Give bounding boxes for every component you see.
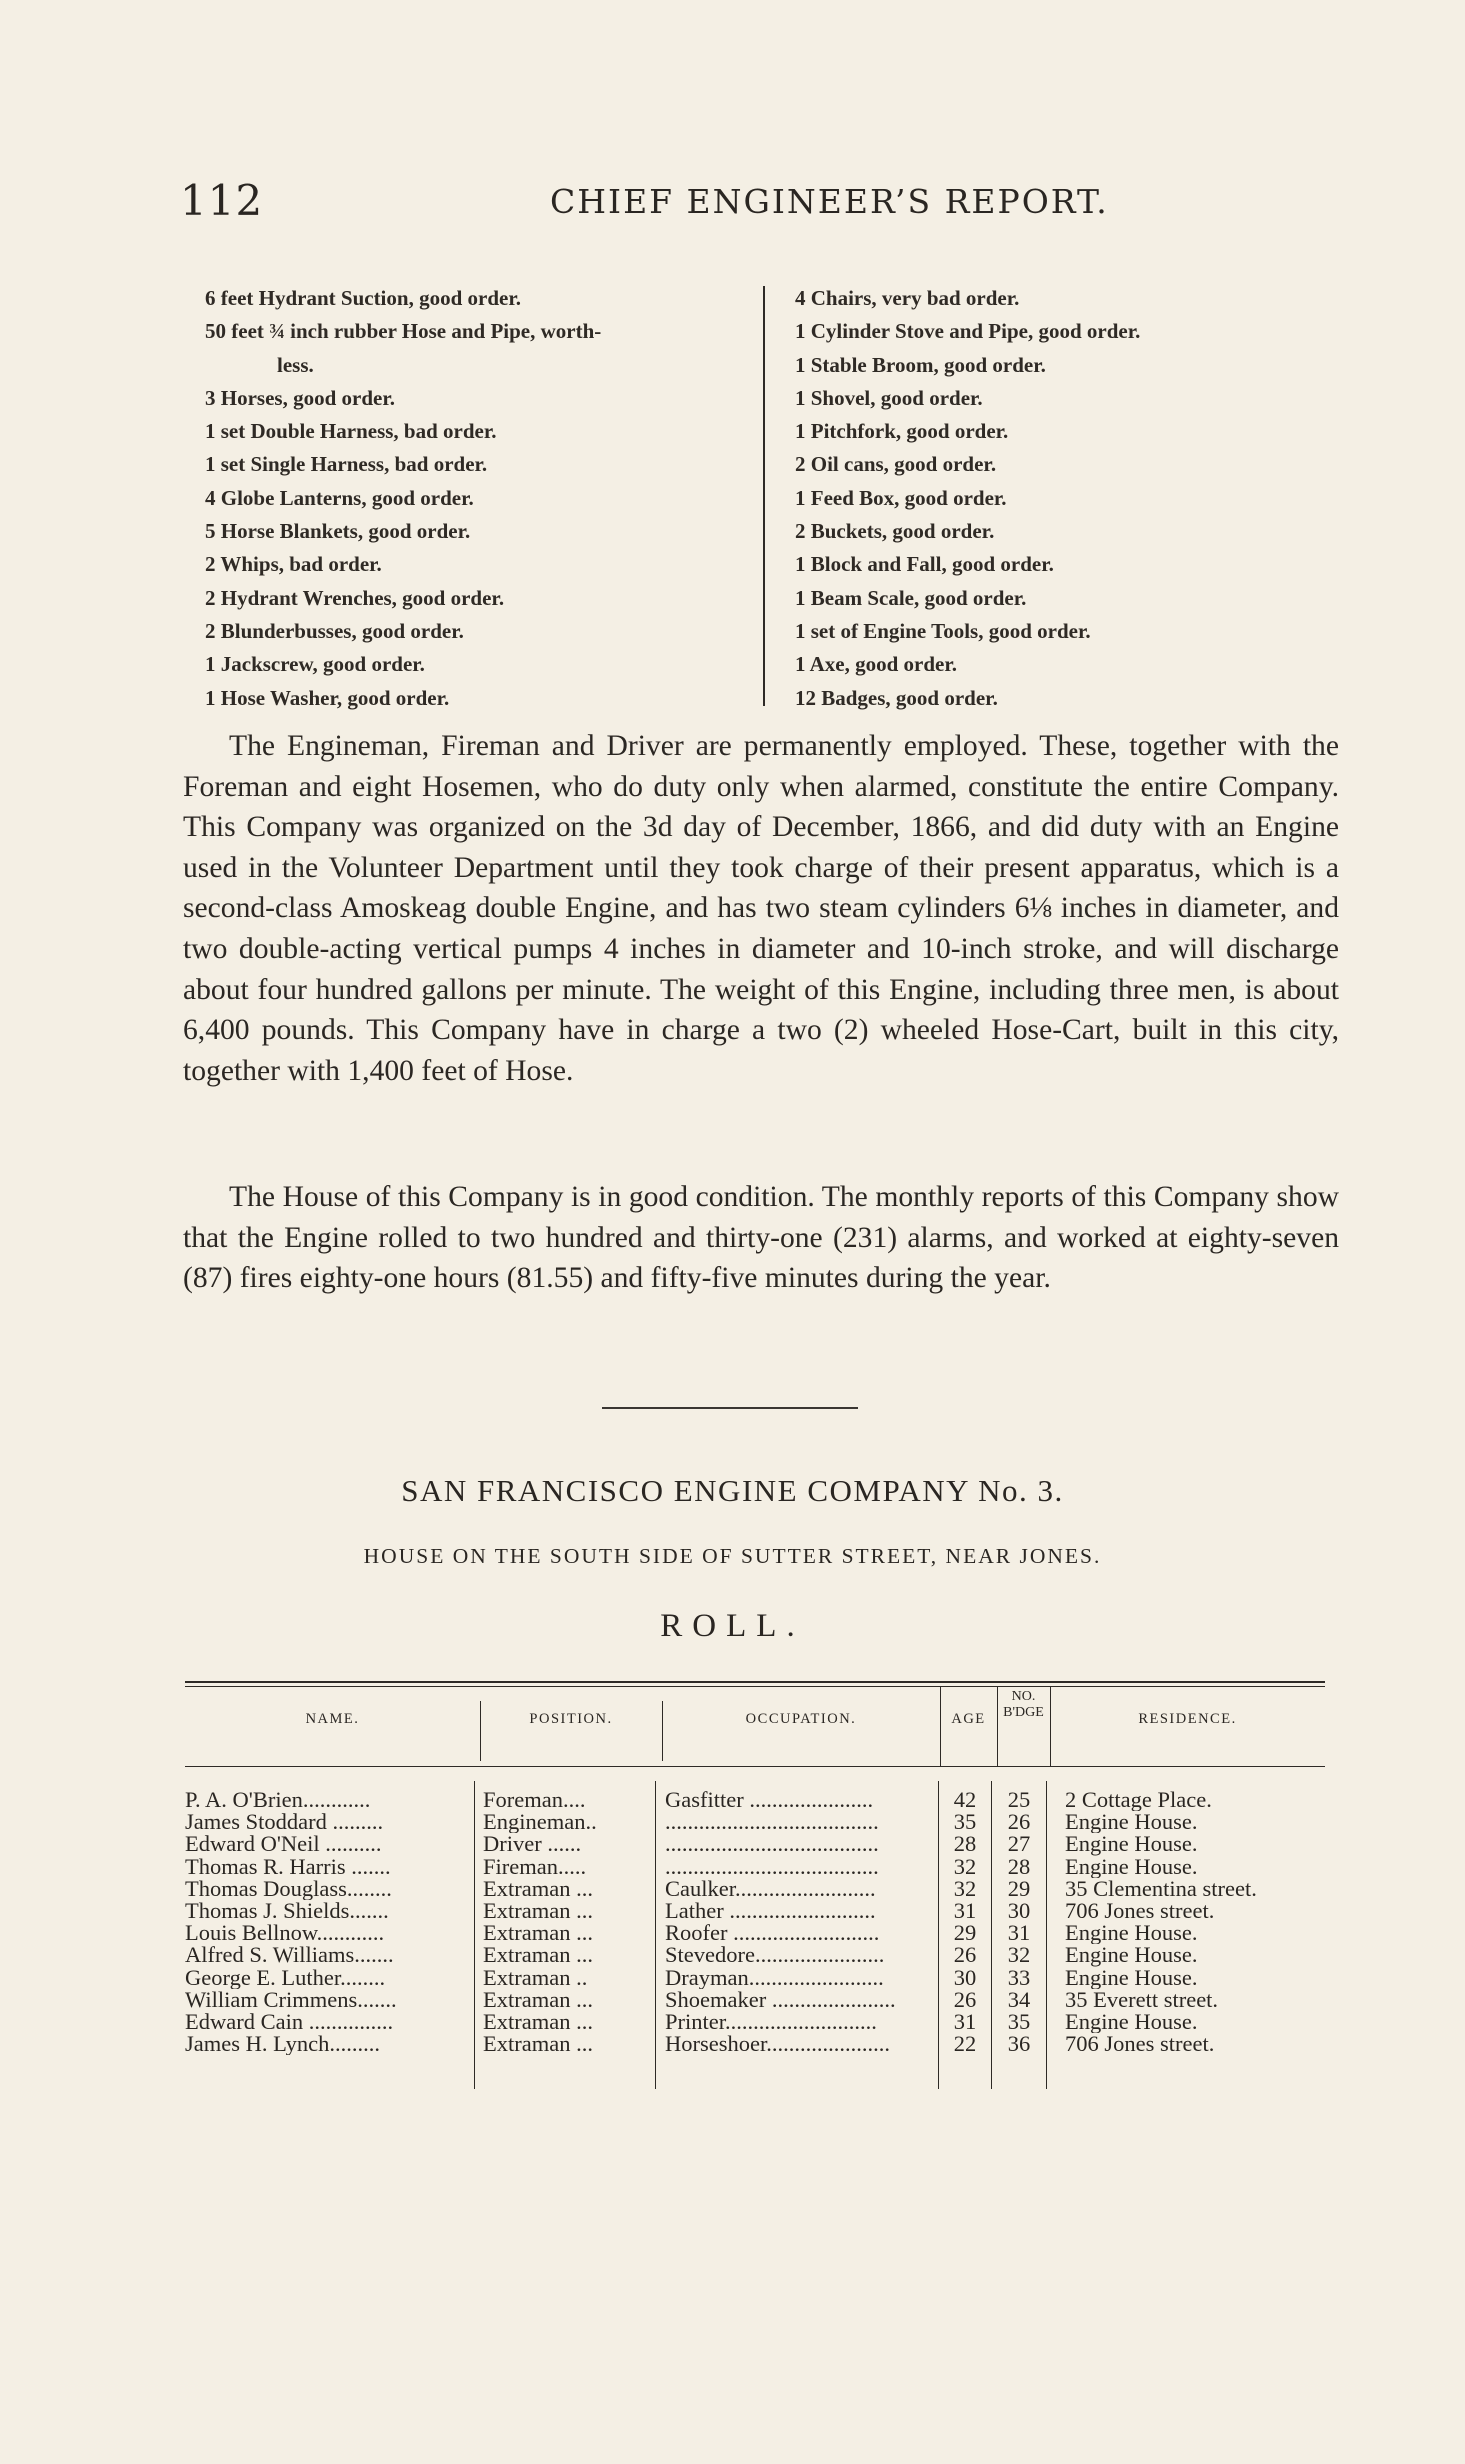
table-cell: Thomas Douglass........ bbox=[185, 1877, 392, 1900]
table-cell: 25 bbox=[1007, 1789, 1031, 1812]
table-cell: 26 bbox=[1007, 1811, 1031, 1834]
table-cell: 31 bbox=[953, 2010, 977, 2034]
header-name: NAME. bbox=[305, 1711, 360, 1727]
table-cell: ...................................... bbox=[665, 1833, 879, 1856]
roll-table bbox=[185, 1681, 1325, 2111]
header-divider bbox=[662, 1701, 663, 1761]
occupation-column bbox=[665, 1789, 933, 2055]
table-cell: 27 bbox=[1007, 1833, 1031, 1856]
table-cell: 26 bbox=[953, 1944, 977, 1967]
table-cell: ...................................... bbox=[665, 1811, 879, 1834]
inventory-item: 2 Blunderbusses, good order. bbox=[205, 618, 464, 643]
header-age: AGE bbox=[951, 1711, 986, 1727]
table-cell: 706 Jones street. bbox=[1065, 2033, 1215, 2056]
table-cell: Engine House. bbox=[1065, 2010, 1198, 2034]
table-cell: Driver ...... bbox=[483, 1833, 582, 1856]
table-cell: Engineman.. bbox=[483, 1811, 597, 1834]
company-title: SAN FRANCISCO ENGINE COMPANY No. 3. bbox=[401, 1473, 1064, 1508]
table-cell: 35 bbox=[1007, 2010, 1031, 2034]
position-column bbox=[483, 1789, 651, 2055]
inventory-item-continuation: less. bbox=[277, 352, 314, 377]
table-cell: Foreman.... bbox=[483, 1789, 586, 1812]
inventory-item: 1 set Double Harness, bad order. bbox=[205, 419, 497, 444]
header-divider bbox=[480, 1701, 481, 1761]
inventory-left-column bbox=[205, 282, 760, 715]
inventory-item: 3 Horses, good order. bbox=[205, 385, 395, 410]
table-cell: Thomas R. Harris ....... bbox=[185, 1855, 391, 1878]
table-cell: Horseshoer...................... bbox=[665, 2033, 890, 2056]
column-divider bbox=[991, 1781, 992, 2089]
age-column bbox=[940, 1789, 990, 2055]
table-cell: Gasfitter ...................... bbox=[665, 1789, 874, 1812]
table-cell: Extraman ... bbox=[483, 1988, 593, 2011]
table-cell: George E. Luther........ bbox=[185, 1966, 386, 1989]
table-top-rule bbox=[185, 1681, 1325, 1683]
table-cell: 22 bbox=[953, 2033, 977, 2056]
table-cell: Extraman .. bbox=[483, 1966, 588, 1989]
inventory-item: 1 set of Engine Tools, good order. bbox=[795, 618, 1091, 643]
table-cell: 30 bbox=[953, 1966, 977, 1989]
table-cell: Fireman..... bbox=[483, 1855, 587, 1878]
inventory-item: 1 Feed Box, good order. bbox=[795, 485, 1007, 510]
table-cell: Engine House. bbox=[1065, 1922, 1198, 1945]
column-divider bbox=[474, 1781, 475, 2089]
table-cell: 32 bbox=[1007, 1944, 1031, 1967]
table-top-rule bbox=[185, 1686, 1325, 1687]
table-cell: 26 bbox=[953, 1988, 977, 2011]
table-cell: 32 bbox=[953, 1877, 977, 1900]
table-cell: 35 Clementina street. bbox=[1065, 1877, 1257, 1900]
inventory-item: 2 Buckets, good order. bbox=[795, 519, 995, 544]
inventory-item: 2 Oil cans, good order. bbox=[795, 452, 997, 477]
table-cell: 29 bbox=[1007, 1877, 1031, 1900]
column-divider bbox=[938, 1781, 939, 2089]
inventory-item: 1 Axe, good order. bbox=[795, 652, 957, 677]
table-cell: Lather .......................... bbox=[665, 1899, 876, 1923]
inventory-item: 1 Jackscrew, good order. bbox=[205, 652, 425, 677]
inventory-item: 1 Block and Fall, good order. bbox=[795, 552, 1054, 577]
name-column bbox=[185, 1789, 470, 2055]
table-cell: Caulker......................... bbox=[665, 1877, 876, 1900]
header-occupation: OCCUPATION. bbox=[745, 1711, 857, 1727]
table-cell: 35 Everett street. bbox=[1065, 1988, 1219, 2011]
inventory-item: 5 Horse Blankets, good order. bbox=[205, 519, 471, 544]
inventory-item: 1 Hose Washer, good order. bbox=[205, 685, 450, 710]
table-cell: Extraman ... bbox=[483, 1922, 593, 1945]
header-badge-number: NO. B'DGE bbox=[1003, 1689, 1044, 1720]
table-cell: Engine House. bbox=[1065, 1944, 1198, 1967]
table-cell: Louis Bellnow............ bbox=[185, 1922, 385, 1945]
table-cell: James H. Lynch......... bbox=[185, 2033, 380, 2056]
residence-column bbox=[1065, 1789, 1325, 2055]
body-paragraph bbox=[183, 726, 1339, 1091]
table-cell: 30 bbox=[1007, 1899, 1031, 1923]
table-cell: Thomas J. Shields....... bbox=[185, 1899, 389, 1923]
table-cell: 32 bbox=[953, 1855, 977, 1878]
inventory-item: 1 set Single Harness, bad order. bbox=[205, 452, 488, 477]
paragraph-text: The House of this Company is in good condition. The monthly reports of this Company show that the Engine rolled to two hundred and thirty-one (231) alarms, and worked at eighty-seven (87) fires eighty-one hours (81.55) and fifty-five minutes during the year. bbox=[183, 1181, 1339, 1295]
page-header bbox=[180, 176, 1340, 226]
running-title: CHIEF ENGINEER’S REPORT. bbox=[550, 182, 1109, 221]
header-residence: RESIDENCE. bbox=[1138, 1711, 1237, 1727]
inventory-item: 2 Hydrant Wrenches, good order. bbox=[205, 585, 505, 610]
table-cell: Engine House. bbox=[1065, 1966, 1198, 1989]
inventory-item: 12 Badges, good order. bbox=[795, 685, 998, 710]
table-cell: Edward Cain ............... bbox=[185, 2010, 394, 2034]
inventory-item: 6 feet Hydrant Suction, good order. bbox=[205, 286, 521, 310]
table-cell: Extraman ... bbox=[483, 1877, 593, 1900]
header-bottom-rule bbox=[185, 1766, 1325, 1767]
table-cell: P. A. O'Brien............ bbox=[185, 1789, 371, 1812]
inventory-item: 1 Beam Scale, good order. bbox=[795, 585, 1027, 610]
table-cell: 35 bbox=[953, 1811, 977, 1834]
inventory-item: 2 Whips, bad order. bbox=[205, 552, 382, 577]
paragraph-text: The Engineman, Fireman and Driver are permanently employed. These, together with the Foreman and eight Hosemen, who do duty only when alarmed, constitute the entire Company. This Company was organized on the 3d day of December, 1866, and did duty with an Engine used in the Volunteer Department until they took charge of their present apparatus, which is a second-class Amoskeag double Engine, and has two steam cylinders 6⅛ inches in diameter, and two double-acting vertical pumps 4 inches in diameter and 10-inch stroke, and will discharge about four hundred gallons per minute. The weight of this Engine, including three men, is about 6,400 pounds. This Company have in charge a two (2) wheeled Hose-Cart, built in this city, together with 1,400 feet of Hose. bbox=[183, 730, 1339, 1087]
inventory-item: 50 feet ¾ inch rubber Hose and Pipe, worth- bbox=[205, 319, 602, 344]
table-cell: Edward O'Neil .......... bbox=[185, 1833, 382, 1856]
body-paragraph bbox=[183, 1177, 1339, 1299]
table-cell: ...................................... bbox=[665, 1855, 879, 1878]
table-cell: 42 bbox=[953, 1789, 977, 1812]
table-cell: Extraman ... bbox=[483, 2033, 593, 2056]
table-cell: Shoemaker ...................... bbox=[665, 1988, 896, 2011]
table-cell: Alfred S. Williams....... bbox=[185, 1944, 394, 1967]
page-number: 112 bbox=[180, 176, 264, 225]
table-cell: Roofer .......................... bbox=[665, 1922, 880, 1945]
column-divider bbox=[763, 286, 765, 706]
roll-heading: ROLL. bbox=[660, 1608, 805, 1644]
table-cell: 36 bbox=[1007, 2033, 1031, 2056]
table-cell: 33 bbox=[1007, 1966, 1031, 1989]
table-cell: 31 bbox=[1007, 1922, 1031, 1945]
column-divider bbox=[655, 1781, 656, 2089]
table-cell: Engine House. bbox=[1065, 1811, 1198, 1834]
inventory-item: 4 Chairs, very bad order. bbox=[795, 286, 1020, 310]
table-cell: Extraman ... bbox=[483, 2010, 593, 2034]
table-cell: William Crimmens....... bbox=[185, 1988, 397, 2011]
table-cell: Stevedore....................... bbox=[665, 1944, 885, 1967]
inventory-item: 1 Cylinder Stove and Pipe, good order. bbox=[795, 319, 1141, 344]
badge-column bbox=[993, 1789, 1045, 2055]
company-house: HOUSE ON THE SOUTH SIDE OF SUTTER STREET, NEAR JONES. bbox=[363, 1544, 1102, 1568]
inventory-item: 1 Shovel, good order. bbox=[795, 385, 983, 410]
inventory-item: 1 Pitchfork, good order. bbox=[795, 419, 1009, 444]
column-divider bbox=[1046, 1781, 1047, 2089]
table-cell: Engine House. bbox=[1065, 1855, 1198, 1878]
table-cell: 34 bbox=[1007, 1988, 1031, 2011]
inventory-right-column bbox=[795, 282, 1355, 715]
table-cell: 31 bbox=[953, 1899, 977, 1923]
section-divider bbox=[602, 1407, 858, 1409]
table-cell: Drayman........................ bbox=[665, 1966, 884, 1989]
table-cell: Printer........................... bbox=[665, 2010, 877, 2034]
table-cell: Extraman ... bbox=[483, 1944, 593, 1967]
inventory-item: 4 Globe Lanterns, good order. bbox=[205, 485, 474, 510]
table-cell: 29 bbox=[953, 1922, 977, 1945]
table-cell: 2 Cottage Place. bbox=[1065, 1789, 1212, 1812]
table-cell: James Stoddard ......... bbox=[185, 1811, 384, 1834]
table-cell: 706 Jones street. bbox=[1065, 1899, 1215, 1923]
table-cell: Engine House. bbox=[1065, 1833, 1198, 1856]
inventory-item: 1 Stable Broom, good order. bbox=[795, 352, 1046, 377]
table-cell: 28 bbox=[1007, 1855, 1031, 1878]
table-cell: 28 bbox=[953, 1833, 977, 1856]
header-position: POSITION. bbox=[529, 1711, 613, 1727]
table-cell: Extraman ... bbox=[483, 1899, 593, 1923]
